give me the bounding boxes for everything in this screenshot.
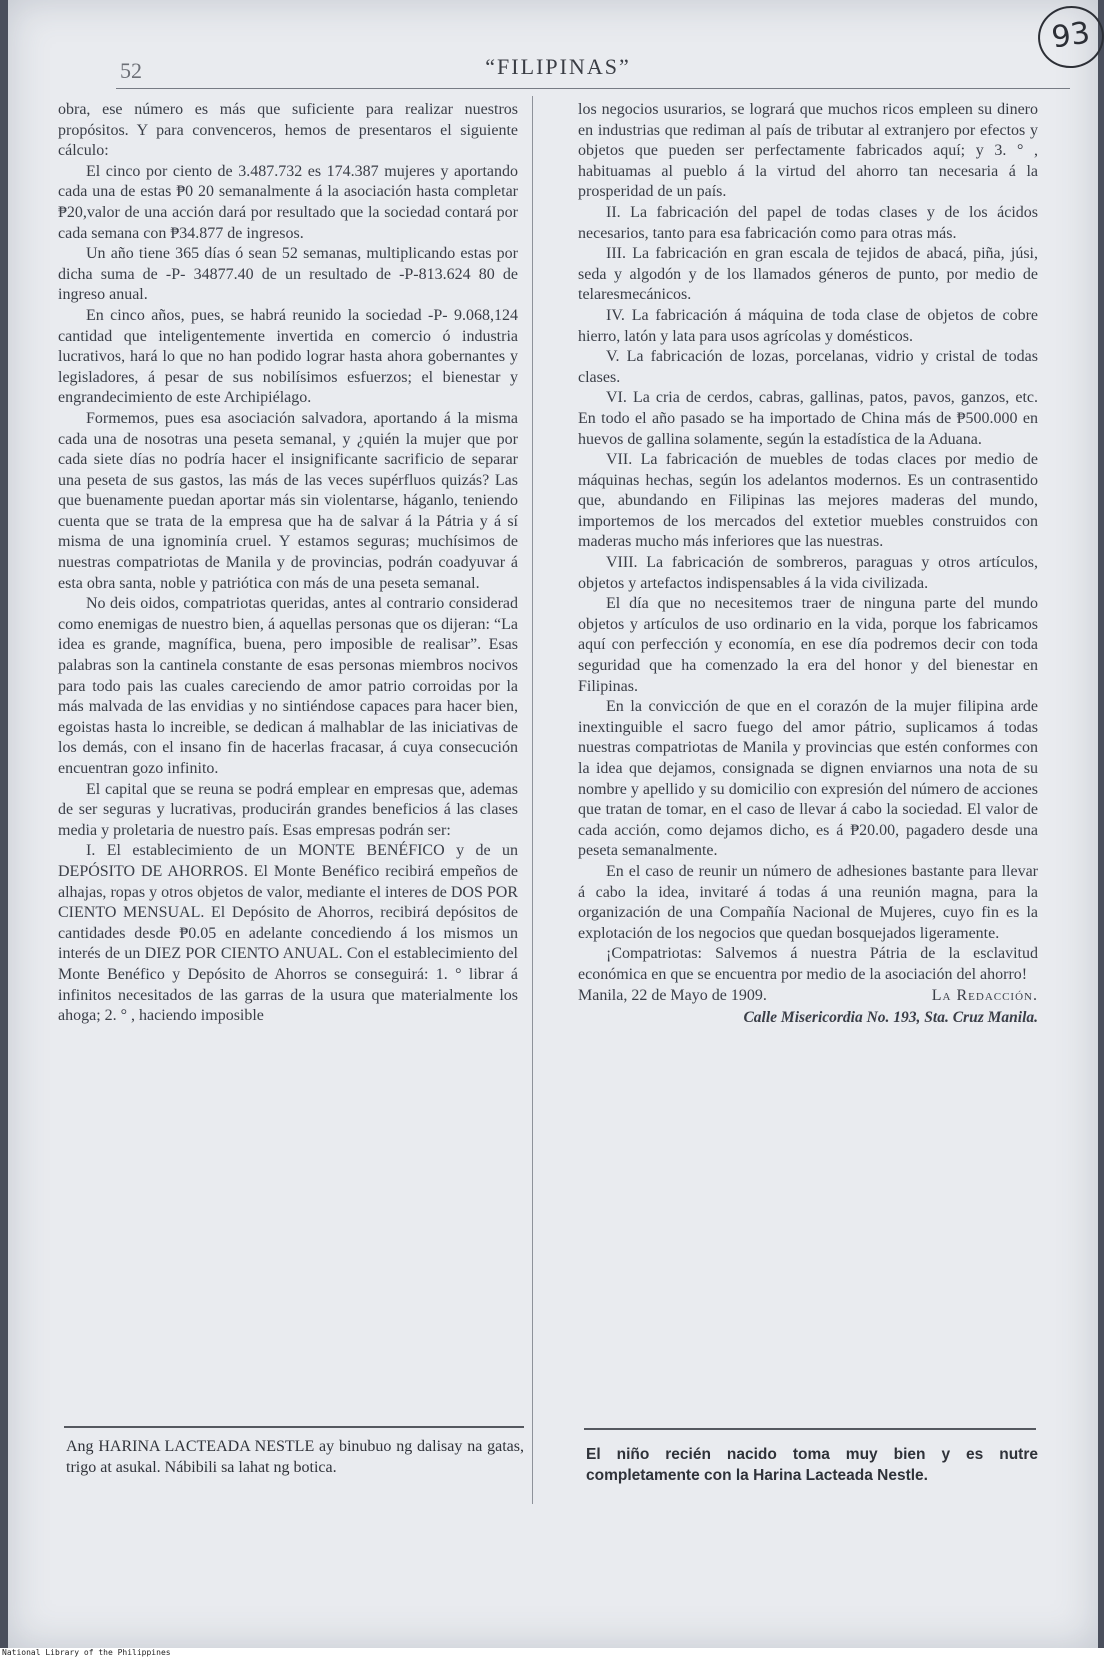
right-paragraph: ¡Compatriotas: Salvemos á nuestra Pátria de la esclavitud económica en que se encuentra por medio de la asociación del ahorro! — [578, 945, 1038, 983]
page-number: 52 — [120, 58, 142, 83]
left-paragraph: Un año tiene 365 días ó sean 52 semanas, multiplicando estas por dicha suma de -P- 34877.40 de un resultado de -P-813.624 80 de ingreso anual. — [58, 245, 518, 304]
column-divider — [532, 96, 533, 1504]
editorial-address: Calle Misericordia No. 193, Sta. Cruz Manila. — [743, 1009, 1038, 1027]
left-paragraph: El cinco por ciento de 3.487.732 es 174.387 mujeres y aportando cada una de estas ₱0 20 semanalmente á la asociación hasta completar ₱20,valor de una acción dará por resultado que la sociedad contará por cada semana con ₱34.877 de ingresos. — [58, 162, 518, 242]
right-paragraph: IV. La fabricación á máquina de toda clase de objetos de cobre hierro, latón y lata para usos agrícolas y domésticos. — [578, 306, 1038, 345]
newspaper-page — [8, 0, 1098, 1648]
signature: La Redacción. — [931, 986, 1038, 1004]
right-paragraph: III. La fabricación en gran escala de tejidos de abacá, piña, júsi, seda y algodón y de los llamados géneros de punto, por medio de telaresmecánicos. — [578, 245, 1038, 304]
left-paragraph: En cinco años, pues, se habrá reunido la sociedad -P- 9.068,124 cantidad que inteligentemente invertida en comercio ó industria lucrativos, hará lo que no han podido lograr hasta ahora gobernantes y legisladores, á pesar de sus nobilísimos esfuerzos; el bienestar y engrandecimiento de este Archipiélago. — [58, 306, 518, 407]
right-paragraph: El día que no necesitemos traer de ninguna parte del mundo objetos y artículos de uso ordinario en la vida, porque los fabricamos aquí con perfección y economía, en ese día podremos decir con toda seguridad que ha comenzado la era del honor y del bienestar en Filipinas. — [578, 595, 1038, 695]
right-paragraph: VIII. La fabricación de sombreros, paraguas y otros artículos, objetos y artefactos indispensables á la vida civilizada. — [578, 554, 1038, 592]
header-rule — [116, 88, 1070, 89]
dateline-signature — [578, 986, 1038, 1007]
library-credit: National Library of the Philippines — [0, 1648, 1104, 1658]
left-paragraph: obra, ese número es más que suficiente para realizar nuestros propósitos. Y para convenceros, hemos de presentaros el siguiente cálculo: — [58, 101, 518, 160]
right-paragraph: los negocios usurarios, se logrará que muchos ricos empleen su dinero en industrias que rediman al país de tributar al extranjero por efectos y objetos que pueden ser perfectamente fabricados aquí; y 3. ° , habituamas al pueblo á la virtud del ahorro tan necesaria á la prosperidad de un país. — [578, 101, 1038, 201]
right-paragraph: VII. La fabricación de muebles de todas claces por medio de máquinas hechas, según los adelantos modernos. Es un contrasentido que, abundando en Filipinas las mejores maderas del mundo, importemos de los mercados del extetior muebles construidos con maderas mucho más inferiores que las nuestras. — [578, 451, 1038, 551]
running-title: “FILIPINAS” — [485, 54, 631, 79]
right-paragraph: En la convicción de que en el corazón de la mujer filipina arde inextinguible el sacro fuego del amor pátrio, suplicamos á todas nuestras compatriotas de Manila y provincias que estén conformes con la idea que dejamos, consignada se dignen enviarnos una nota de su nombre y apellido y su domicilio con expresión del número de acciones que tratan de tomar, en el caso de llevar á cabo la sociedad. El valor de cada acción, como dejamos dicho, es á ₱20.00, pagadero desde una peseta semanalmente. — [578, 698, 1038, 860]
left-paragraph: No deis oidos, compatriotas queridas, antes al contrario considerad como enemigas de nuestro bien, á aquellas personas que os dijeran: “La idea es grande, magnífica, buena, pero imposible de realisar”. Esas palabras son la cantinela constante de esas personas miembros nocivos para todo pais las cuales careciendo de amor patrio corroidas por la más malvada de las envidias y no sintiéndose capaces para hacer bien, egoistas hasta lo increible, se dedican á malhablar de las iniciativas de los demás, con el insano fin de hacerlas fracasar, á cuya consecución encuentran gozo infinito. — [58, 595, 518, 777]
ad-rule-right — [584, 1428, 1036, 1430]
right-paragraph: En el caso de reunir un número de adhesiones bastante para llevar á cabo la idea, invitaré á todas á una reunión magna, para la organización de una Compañía Nacional de Mujeres, cuyo fin es la explotación de los negocios que quedan bosquejados ligeramente. — [578, 862, 1038, 942]
left-paragraph: I. El establecimiento de un MONTE BENÉFICO y de un DEPÓSITO DE AHORROS. El Monte Benéfico recibirá empeños de alhajas, ropas y otros objetos de valor, mediante el interes de DOS POR CIENTO MENSUAL. El Depósito de Ahorros, recibirá depósitos de cantidades desde ₱0.05 en adelante concediendo á los mismos un interés de un DIEZ POR CIENTO ANUAL. Con el establecimiento del Monte Benéfico y Depósito de Ahorros se conseguirá: 1. ° librar á infinitos necesitados de las garras de la usura que materialmente los ahoga; 2. ° , haciendo imposible — [58, 842, 518, 1025]
right-paragraph: V. La fabricación de lozas, porcelanas, vidrio y cristal de todas clases. — [578, 348, 1038, 386]
right-column — [578, 100, 1038, 1029]
advertisement-spanish: El niño recién nacido toma muy bien y es nutre completamente con la Harina Lacteada Nestle. — [586, 1446, 1038, 1484]
left-paragraph: Formemos, pues esa asociación salvadora, aportando á la misma cada una de nosotras una peseta semanal, y ¿quién la mujer que por cada siete días no podría hacer el insignificante sacrificio de separar una peseta de sus gastos, las más de las veces supérfluos quizás? Las que buenamente puedan aportar más sin violentarse, háganlo, teniendo cuenta que se trata de la empresa que ha de salvar á la Pátria y á sí misma de una ignominía cruel. Y estamos seguras; muchísimos de nuestras compatriotas de Manila y de provincias, podrán coadyuvar á esta obra santa, noble y patriótica con más de una peseta semanal. — [58, 409, 518, 592]
ad-rule-left — [64, 1426, 524, 1428]
right-paragraph: VI. La cria de cerdos, cabras, gallinas, patos, pavos, ganzos, etc. En todo el año pasado se ha importado de China más de ₱500.000 en huevos de gallina solamente, según la estadística de la Aduana. — [578, 389, 1038, 448]
date-line: Manila, 22 de Mayo de 1909. — [578, 986, 767, 1004]
left-column — [58, 100, 518, 1027]
right-paragraph: II. La fabricación del papel de todas clases y de los ácidos necesarios, tanto para esa fabricación como para otras más. — [578, 203, 1038, 242]
left-paragraph: El capital que se reuna se podrá emplear en empresas que, ademas de ser seguras y lucrativas, producirán grandes beneficios á las clases media y proletaria de nuestro país. Esas empresas podrán ser: — [58, 780, 518, 839]
advertisement-tagalog: Ang HARINA LACTEADA NESTLE ay binubuo ng dalisay na gatas, trigo at asukal. Nábibili sa lahat ng botica. — [66, 1438, 524, 1476]
handwritten-folio-mark: 93 — [1034, 2, 1104, 73]
